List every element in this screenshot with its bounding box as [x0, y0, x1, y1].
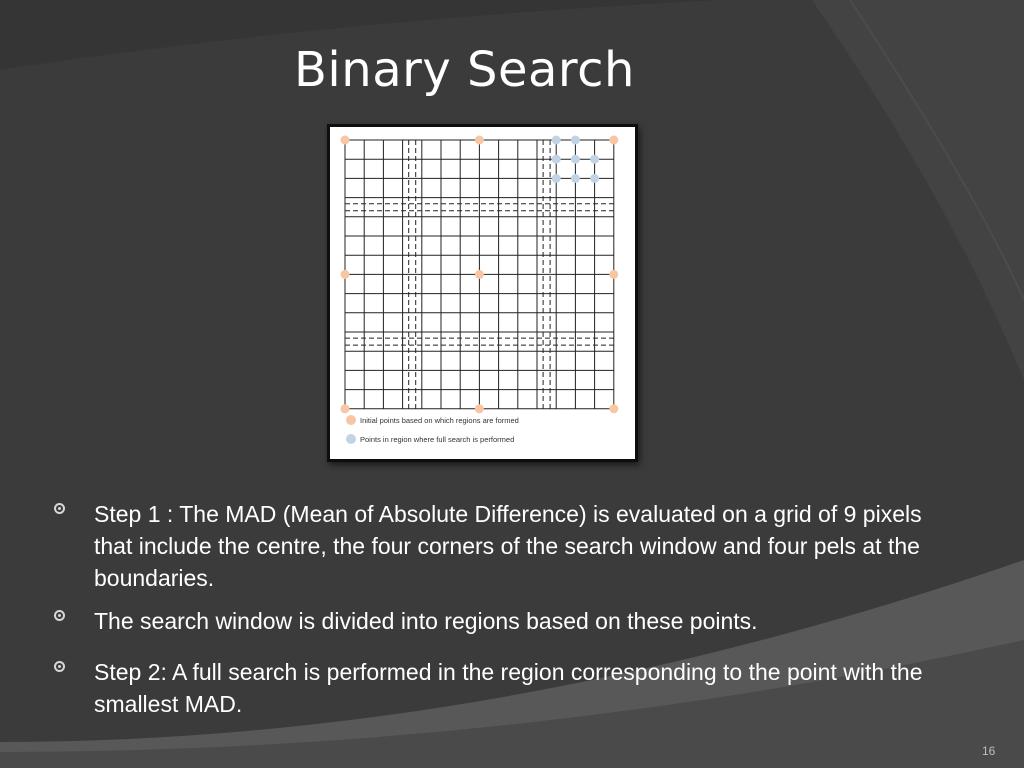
search-grid-diagram	[330, 127, 635, 459]
bullet-icon	[54, 503, 65, 514]
bullet-icon	[54, 661, 65, 672]
search-point	[571, 174, 580, 183]
search-point	[571, 155, 580, 164]
legend-swatch-search	[346, 434, 356, 444]
bullet-text: Step 1 : The MAD (Mean of Absolute Difference) is evaluated on a grid of 9 pixels that include the centre, the four corners of the search window and four pels at the boundaries.	[94, 501, 922, 591]
initial-point	[475, 404, 484, 413]
slide-title: Binary Search	[294, 42, 635, 98]
bullet-text: The search window is divided into regions based on these points.	[94, 608, 758, 634]
initial-point	[609, 270, 618, 279]
search-point	[590, 174, 599, 183]
search-point	[590, 155, 599, 164]
search-point	[552, 155, 561, 164]
search-point	[571, 136, 580, 145]
initial-point	[475, 270, 484, 279]
legend-swatch-initial	[346, 415, 356, 425]
legend-item-search-points	[346, 434, 514, 444]
legend-label-initial: Initial points based on which regions are formed	[360, 415, 519, 425]
page-number: 16	[982, 744, 996, 758]
initial-point	[609, 404, 618, 413]
initial-point	[341, 270, 350, 279]
initial-point	[341, 404, 350, 413]
initial-point	[341, 136, 350, 145]
legend-label-search: Points in region where full search is performed	[360, 434, 515, 444]
bullet-text: Step 2: A full search is performed in the region corresponding to the point with the smallest MAD.	[94, 659, 923, 717]
bullet-icon	[54, 610, 65, 621]
search-point	[552, 174, 561, 183]
binary-search-figure	[327, 124, 638, 462]
initial-point	[475, 136, 484, 145]
initial-point	[609, 136, 618, 145]
search-point	[552, 136, 561, 145]
legend-item-initial-points	[346, 415, 519, 425]
